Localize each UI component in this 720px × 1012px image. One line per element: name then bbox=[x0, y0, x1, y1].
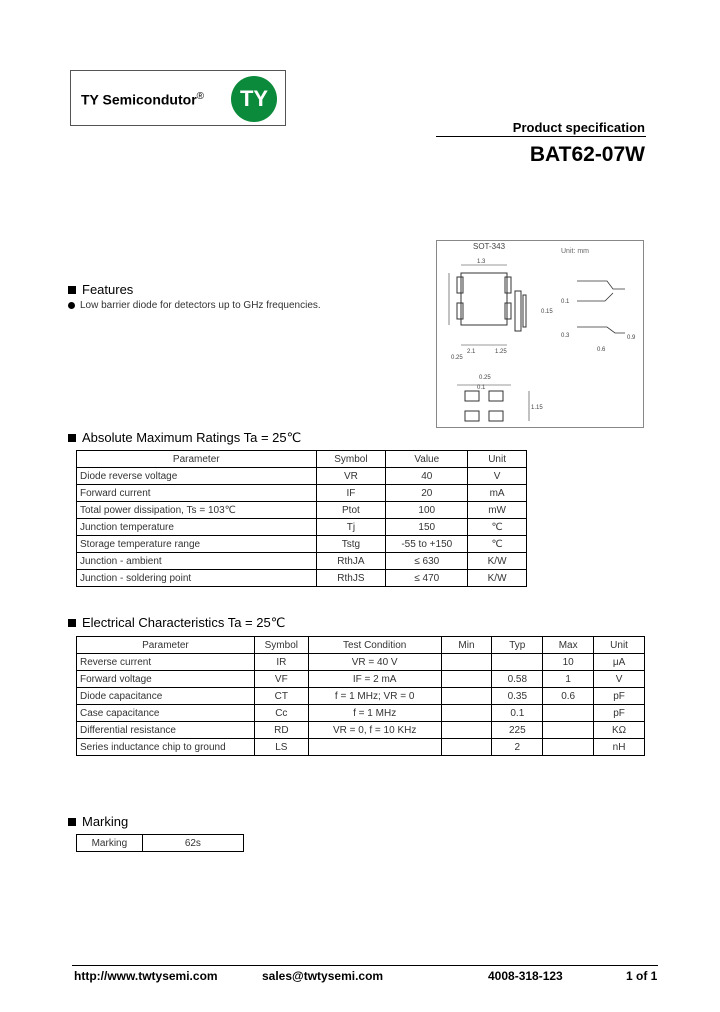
product-specification-label: Product specification bbox=[512, 120, 645, 135]
dim-8: 0.25 bbox=[479, 375, 491, 381]
table-row bbox=[77, 835, 244, 852]
table-cell: Ptot bbox=[316, 502, 386, 519]
table-cell: 0.1 bbox=[492, 705, 543, 722]
table-cell bbox=[441, 705, 492, 722]
table-header-row bbox=[77, 637, 645, 654]
table-cell: ℃ bbox=[468, 536, 527, 553]
table-cell: 40 bbox=[386, 468, 468, 485]
dim-4: 0.1 bbox=[561, 299, 570, 305]
feature-item bbox=[68, 300, 321, 311]
header-cell: Symbol bbox=[254, 637, 308, 654]
table-row bbox=[77, 688, 645, 705]
marking-label: Marking bbox=[77, 835, 143, 852]
features-title: Features bbox=[82, 282, 134, 297]
table-cell: f = 1 MHz bbox=[308, 705, 441, 722]
elec-title: Electrical Characteristics Ta = 25℃ bbox=[82, 615, 286, 630]
table-cell: Diode capacitance bbox=[77, 688, 255, 705]
feature-text: Low barrier diode for detectors up to GHz frequencies. bbox=[80, 300, 321, 311]
table-cell: μA bbox=[594, 654, 645, 671]
ty-logo-icon: TY bbox=[231, 76, 277, 122]
table-row bbox=[77, 654, 645, 671]
dim-2: 1.25 bbox=[495, 349, 507, 355]
table-cell: RthJA bbox=[316, 553, 386, 570]
dim-6: 0.9 bbox=[627, 335, 636, 341]
registered-mark: ® bbox=[196, 91, 205, 102]
dim-10: 1.15 bbox=[531, 405, 543, 411]
table-row bbox=[77, 722, 645, 739]
elec-heading bbox=[68, 615, 285, 631]
square-bullet-icon bbox=[68, 818, 76, 826]
dim-7: 0.6 bbox=[597, 347, 606, 353]
table-cell: Junction temperature bbox=[77, 519, 317, 536]
table-cell bbox=[543, 739, 594, 756]
table-cell: Case capacitance bbox=[77, 705, 255, 722]
square-bullet-icon bbox=[68, 286, 76, 294]
table-cell: 0.58 bbox=[492, 671, 543, 688]
table-cell: mW bbox=[468, 502, 527, 519]
table-row bbox=[77, 739, 645, 756]
table-row bbox=[77, 705, 645, 722]
table-cell: 0.6 bbox=[543, 688, 594, 705]
part-number: BAT62-07W bbox=[529, 143, 645, 166]
table-cell bbox=[543, 722, 594, 739]
table-cell: mA bbox=[468, 485, 527, 502]
table-row bbox=[77, 570, 527, 587]
table-cell: IF = 2 mA bbox=[308, 671, 441, 688]
abs-max-table bbox=[76, 450, 527, 587]
table-cell: Tstg bbox=[316, 536, 386, 553]
table-cell: Total power dissipation, Ts = 103℃ bbox=[77, 502, 317, 519]
table-cell bbox=[543, 705, 594, 722]
marking-value: 62s bbox=[142, 835, 243, 852]
package-name: SOT-343 bbox=[473, 242, 506, 251]
marking-title: Marking bbox=[82, 814, 129, 829]
table-cell: VF bbox=[254, 671, 308, 688]
table-cell: Junction - ambient bbox=[77, 553, 317, 570]
table-cell: VR = 0, f = 10 KHz bbox=[308, 722, 441, 739]
header-cell: Unit bbox=[468, 451, 527, 468]
table-cell: CT bbox=[254, 688, 308, 705]
page-number: 1 of 1 bbox=[626, 969, 658, 983]
table-cell: Cc bbox=[254, 705, 308, 722]
table-cell: Junction - soldering point bbox=[77, 570, 317, 587]
table-cell: V bbox=[468, 468, 527, 485]
table-cell: 100 bbox=[386, 502, 468, 519]
phone-number: 4008-318-123 bbox=[488, 969, 563, 983]
table-row bbox=[77, 485, 527, 502]
footer-divider bbox=[72, 965, 658, 966]
elec-table bbox=[76, 636, 645, 756]
header-cell: Parameter bbox=[77, 451, 317, 468]
package-drawing bbox=[436, 240, 644, 428]
square-bullet-icon bbox=[68, 619, 76, 627]
table-cell: Reverse current bbox=[77, 654, 255, 671]
table-cell: f = 1 MHz; VR = 0 bbox=[308, 688, 441, 705]
dim-3: 0.15 bbox=[541, 309, 553, 315]
marking-heading bbox=[68, 814, 128, 829]
table-cell: Storage temperature range bbox=[77, 536, 317, 553]
marking-table bbox=[76, 834, 244, 852]
table-cell: IF bbox=[316, 485, 386, 502]
header-cell: Max bbox=[543, 637, 594, 654]
table-cell: IR bbox=[254, 654, 308, 671]
table-cell bbox=[441, 722, 492, 739]
header-cell: Typ bbox=[492, 637, 543, 654]
table-cell bbox=[308, 739, 441, 756]
dim-5: 0.3 bbox=[561, 333, 570, 339]
table-row bbox=[77, 671, 645, 688]
table-row bbox=[77, 536, 527, 553]
table-cell: Tj bbox=[316, 519, 386, 536]
header-cell: Parameter bbox=[77, 637, 255, 654]
table-cell: RthJS bbox=[316, 570, 386, 587]
table-row bbox=[77, 468, 527, 485]
website-link[interactable]: http://www.twtysemi.com bbox=[74, 969, 218, 983]
table-cell: ≤ 630 bbox=[386, 553, 468, 570]
square-bullet-icon bbox=[68, 434, 76, 442]
table-cell: VR = 40 V bbox=[308, 654, 441, 671]
abs-max-title: Absolute Maximum Ratings Ta = 25℃ bbox=[82, 430, 302, 445]
features-heading bbox=[68, 282, 133, 297]
table-cell: 150 bbox=[386, 519, 468, 536]
dim-11: 0.25 bbox=[451, 355, 463, 361]
dim-1: 2.1 bbox=[467, 349, 476, 355]
table-cell: V bbox=[594, 671, 645, 688]
table-cell: ≤ 470 bbox=[386, 570, 468, 587]
table-cell: nH bbox=[594, 739, 645, 756]
table-row bbox=[77, 519, 527, 536]
table-row bbox=[77, 502, 527, 519]
round-bullet-icon bbox=[68, 302, 75, 309]
table-cell bbox=[441, 654, 492, 671]
company-logo-box bbox=[70, 70, 286, 126]
table-cell: -55 to +150 bbox=[386, 536, 468, 553]
package-unit: Unit: mm bbox=[561, 248, 589, 255]
table-cell: ℃ bbox=[468, 519, 527, 536]
table-cell: 10 bbox=[543, 654, 594, 671]
table-cell: LS bbox=[254, 739, 308, 756]
header-cell: Test Condition bbox=[308, 637, 441, 654]
package-outline-svg bbox=[437, 241, 645, 429]
table-cell: 1 bbox=[543, 671, 594, 688]
table-cell bbox=[492, 654, 543, 671]
table-cell: RD bbox=[254, 722, 308, 739]
table-cell bbox=[441, 739, 492, 756]
abs-max-heading bbox=[68, 430, 301, 446]
header-cell: Symbol bbox=[316, 451, 386, 468]
dim-9: 0.1 bbox=[477, 385, 486, 391]
header-cell: Unit bbox=[594, 637, 645, 654]
table-cell bbox=[441, 671, 492, 688]
company-name: TY Semicondutor® bbox=[81, 91, 205, 108]
table-cell: KΩ bbox=[594, 722, 645, 739]
table-cell: 2 bbox=[492, 739, 543, 756]
table-cell: VR bbox=[316, 468, 386, 485]
header-cell: Min bbox=[441, 637, 492, 654]
header-divider bbox=[436, 136, 646, 137]
table-cell: K/W bbox=[468, 553, 527, 570]
table-header-row bbox=[77, 451, 527, 468]
table-row bbox=[77, 553, 527, 570]
table-cell: K/W bbox=[468, 570, 527, 587]
table-cell: Series inductance chip to ground bbox=[77, 739, 255, 756]
table-cell: Diode reverse voltage bbox=[77, 468, 317, 485]
table-cell: Forward current bbox=[77, 485, 317, 502]
table-cell: pF bbox=[594, 688, 645, 705]
email-link[interactable]: sales@twtysemi.com bbox=[262, 969, 384, 983]
table-cell: 20 bbox=[386, 485, 468, 502]
table-cell: 0.35 bbox=[492, 688, 543, 705]
table-cell: 225 bbox=[492, 722, 543, 739]
table-cell bbox=[441, 688, 492, 705]
dim-0: 1.3 bbox=[477, 259, 486, 265]
table-cell: pF bbox=[594, 705, 645, 722]
table-cell: Differential resistance bbox=[77, 722, 255, 739]
table-cell: Forward voltage bbox=[77, 671, 255, 688]
header-cell: Value bbox=[386, 451, 468, 468]
